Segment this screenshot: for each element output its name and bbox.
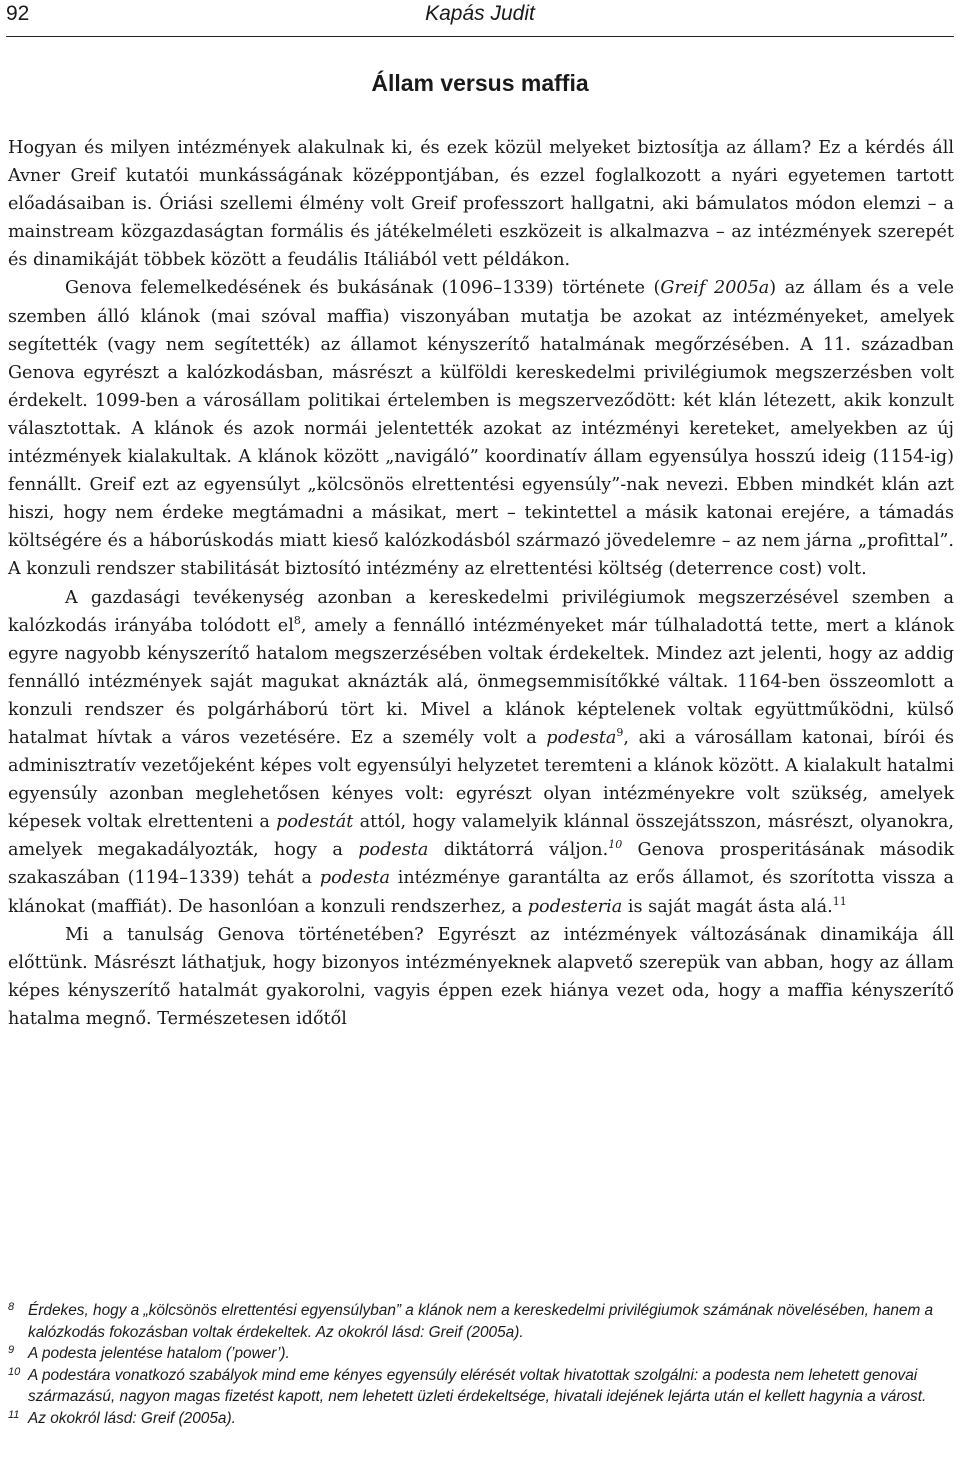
footnote-ref-11: 11	[832, 894, 847, 908]
footnote-number: 9	[8, 1344, 15, 1357]
paragraph-2-part-b: ) az állam és a vele szemben álló klánok (mai szóval maffia) viszonyában mutatja be azokat az intézményeket, amelyek segítették (vagy nem segítették) az államot kényszerítő hatalmának megőrzésében. A 11. században Genova egyrészt a kalózkodásban, másrészt a külföldi kereskedelmi privilégiumok megszerzésben volt érdekelt. 1099-ben a városállam politikai értelemben is megszerveződött: két klán létezett, akik konzult választottak. A klánok és azok normái jelentették azokat az intézményi kereteket, amelyekben az új intézmények kialakultak. A klánok között „navigáló” koordinatív állam egyensúlya hosszú ideig (1154-ig) fennállt. Greif ezt az egyensúlyt „kölcsönös elrettentési egyensúly”-nak nevezi. Ebben mindkét klán azt hiszi, hogy nem érdeke megtámadni a másikat, mert – tekintettel a másik katonai erejére, a támadás költségére és a háborúskodás miatt kieső kalózkodásból származó jövedelemre – az nem járna „profittal”. A konzuli rendszer stabilitását biztosító intézmény az elrettentési költség (deterrence cost) volt.	[8, 278, 954, 580]
footnote-number: 11	[8, 1408, 20, 1421]
paragraph-3-part-g: intézménye garantálta az erős államot, és szorította vissza a klánokat (maffiát). De hasonlóan a konzuli rendszerhez, a	[8, 868, 954, 917]
footnote-text: Az okokról lásd: Greif (2005a).	[28, 1409, 236, 1427]
term-podestat: podestát	[276, 812, 354, 833]
paragraph-3-part-h: is saját magát ásta alá.	[622, 896, 833, 917]
paragraph-3-part-a: A gazdasági tevékenység azonban a kereskedelmi privilégiumok megszerzésével szemben a kalózkodás irányába tolódott el	[8, 587, 954, 636]
paragraph-3-part-c: , aki a városállam katonai, bírói és adminisztratív vezetőjeként képes volt egyensúlyi helyzetet teremteni a klánok között. A kialakult hatalmi egyensúly azonban meglehetősen kényes volt: egyrészt olyan intézményekre volt szükség, amelyek képesek voltak elrettenteni a	[8, 727, 954, 833]
footnote-text: A podesta jelentése hatalom (’power’).	[28, 1345, 290, 1363]
footnote-ref-10: 10	[608, 838, 623, 852]
header-rule	[6, 36, 954, 37]
paragraph-3-part-f: Genova prosperitásának második szakaszában (1194–1339) tehát a	[8, 840, 954, 889]
footnote-10	[8, 1365, 954, 1408]
citation-greif-2005a: Greif 2005a	[660, 278, 770, 299]
page-header	[6, 0, 954, 40]
footnote-ref-9: 9	[616, 726, 624, 740]
term-podesta: podesta	[358, 840, 429, 861]
footnote-11	[8, 1408, 954, 1430]
paragraph-3-part-e: diktátorrá váljon.	[428, 840, 609, 861]
paragraph-2	[8, 274, 954, 583]
term-podesta: podesta	[319, 868, 390, 889]
footnote-8	[8, 1300, 954, 1343]
paragraph-3	[8, 584, 954, 921]
paragraph-4: Mi a tanulság Genova történetében? Egyrészt az intézmények változásának dinamikája áll előttünk. Másrészt láthatjuk, hogy bizonyos intézményeknek alapvető szerepük van abban, hogy az állam képes kényszerítő hatalmát gyakorolni, vagyis éppen ezek hiánya vezet oda, hogy a maffia kényszerítő hatalma megnő. Természetesen időtől	[8, 924, 954, 1029]
article-title: Állam versus maffia	[371, 70, 589, 96]
paragraph-2-part-a: Genova felemelkedésének és bukásának (1096–1339) története (	[65, 278, 661, 299]
footnote-9	[8, 1343, 954, 1365]
article-body	[8, 134, 954, 1033]
term-podesteria: podesteria	[527, 896, 623, 917]
footnote-number: 8	[8, 1301, 15, 1313]
term-podesta: podesta	[546, 727, 617, 748]
footnote-ref-8: 8	[293, 613, 301, 627]
running-head-author: Kapás Judit	[425, 2, 535, 25]
footnotes	[8, 1300, 954, 1430]
footnote-text: A podestára vonatkozó szabályok mind eme kényes egyensúly elérését voltak hivatottak szolgálni: a podesta nem lehetett genovai származású, nagyon magas fizetést kapott, nem lehetett üzleti érdekeltsége, hivatali idejének lejárta után el kellett hagynia a várost.	[28, 1366, 927, 1406]
paragraph-3-part-d: attól, hogy valamelyik klánnal összejátsszon, másrészt, olyanokra, amelyek megakadályozták, hogy a	[8, 812, 954, 861]
page-number: 92	[6, 2, 30, 25]
footnote-number: 10	[8, 1365, 21, 1378]
paragraph-3-part-b: , amely a fennálló intézményeket már túlhaladottá tette, mert a klánok egyre nagyobb kényszerítő hatalom megszerzésében voltak érdekeltek. Mindez azt jelenti, hogy az addig fennálló intézmények saját magukat aknázták alá, önmegsemmisítőkké váltak. 1164-ben összeomlott a konzuli rendszer és polgárháború tört ki. Mivel a klánok képtelenek voltak együttműködni, külső hatalmat hívtak a város vezetésére. Ez a személy volt a	[8, 615, 955, 748]
footnote-text: Érdekes, hogy a „kölcsönös elrettentési egyensúlyban” a klánok nem a kereskedelmi privilégiumok számának növelésében, hanem a kalózkodás fokozásban voltak érdekeltek. Az okokról lásd: Greif (2005a).	[28, 1302, 934, 1341]
paragraph-1: Hogyan és milyen intézmények alakulnak ki, és ezek közül melyeket biztosítja az állam? Ez a kérdés áll Avner Greif kutatói munkásságának középpontjában, és ezzel foglalkozott a nyári egyetemen tartott előadásaiban is. Óriási szellemi élmény volt Greif professzort hallgatni, aki bámulatos módon elemzi – a mainstream közgazdaságtan formális és játékelméleti eszközeit is alkalmazva – az intézmények szerepét és dinamikáját többek között a feudális Itáliából vett példákon.	[8, 138, 954, 271]
